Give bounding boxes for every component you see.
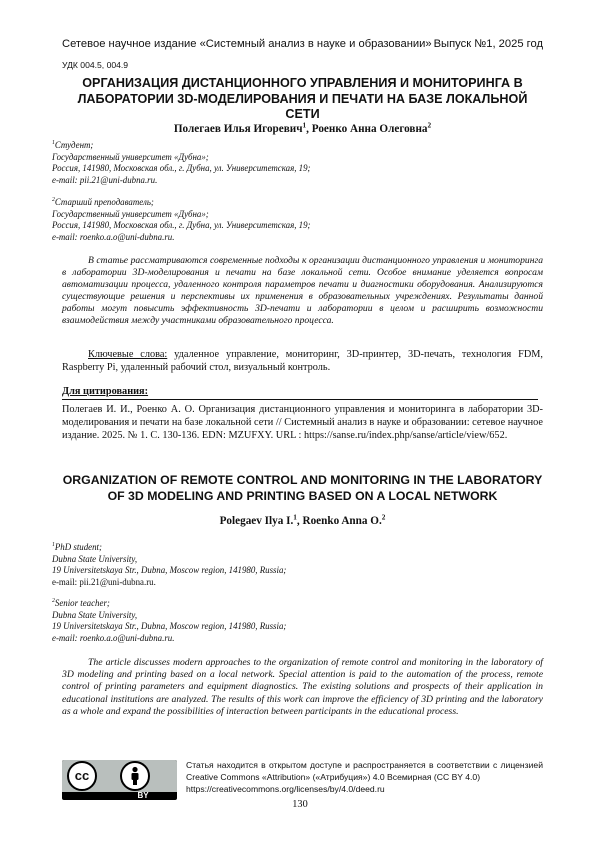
affil-en-1-sup: 1 [52, 542, 55, 548]
issue-number: Выпуск №1, 2025 год [434, 38, 543, 50]
affil-en-2-sup: 2 [52, 598, 55, 604]
keywords-list: удаленное управление, мониторинг, 3D-принтер, 3D-печать, технология FDM, Raspberry Pi, удаленный рабочий стол, визуальный контроль. [62, 349, 543, 373]
affil-ru-2-sup: 2 [52, 197, 55, 203]
authors-ru [62, 123, 543, 135]
author1-en-sup: 1 [293, 513, 297, 521]
affil-en-2-address: 19 Universitetskaya Str., Dubna, Moscow region, 141980, Russia; [52, 621, 552, 633]
affil-ru-2-address: Россия, 141980, Московская обл., г. Дубна, ул. Университетская, 19; [52, 220, 552, 232]
citation-text: Полегаев И. И., Роенко А. О. Организация дистанционного управления и мониторинга в лаборатории 3D-моделирования и печати на базе локальной сети // Системный анализ в науке и образовании: сетевое научное издание. 2025. № 1. С. 130-136. EDN: MZUFXY. URL : https://sanse.ru/index.php/sanse/article/view/652. [62, 404, 543, 442]
citation-heading: Для цитирования: [62, 386, 148, 397]
affiliation-ru-1 [52, 140, 552, 186]
affil-en-2-org: Dubna State University, [52, 610, 552, 622]
title-ru-line2: ЛАБОРАТОРИИ 3D-МОДЕЛИРОВАНИЯ И ПЕЧАТИ НА БАЗЕ ЛОКАЛЬНОЙ СЕТИ [62, 92, 543, 123]
affil-ru-2-org: Государственный университет «Дубна»; [52, 209, 552, 221]
affiliation-ru-2 [52, 197, 552, 243]
by-label: BY [120, 791, 166, 800]
author-separator-en: , [297, 515, 303, 527]
affil-ru-2-email: e-mail: roenko.a.o@uni-dubna.ru. [52, 232, 552, 244]
affil-en-2-email: e-mail: roenko.a.o@uni-dubna.ru. [52, 633, 552, 645]
author2-ru-sup: 2 [428, 121, 432, 129]
article-title-en [62, 473, 543, 504]
affil-ru-1-address: Россия, 141980, Московская обл., г. Дубна, ул. Университетская, 19; [52, 163, 552, 175]
affiliation-en-1 [52, 542, 552, 588]
attribution-person-icon [120, 761, 150, 791]
affil-en-1-email: e-mail: pii.21@uni-dubna.ru. [52, 577, 552, 589]
affil-ru-2-role: Старший преподаватель; [55, 197, 154, 207]
author2-en: Roenko Anna O. [302, 515, 381, 527]
keywords-ru [62, 349, 543, 374]
author-separator-ru: , [306, 123, 312, 135]
page-number: 130 [0, 799, 600, 810]
udk-code: УДК 004.5, 004.9 [62, 60, 128, 70]
keywords-label: Ключевые слова: [88, 349, 167, 360]
affil-en-1-org: Dubna State University, [52, 554, 552, 566]
affil-ru-1-sup: 1 [52, 140, 55, 146]
affil-ru-1-role: Студент; [55, 140, 93, 150]
title-en-line1: ORGANIZATION OF REMOTE CONTROL AND MONITORING IN THE LABORATORY [62, 473, 543, 489]
article-title-ru [62, 76, 543, 123]
authors-en [62, 515, 543, 527]
author2-ru: Роенко Анна Олеговна [312, 123, 428, 135]
author1-en: Polegaev Ilya I. [220, 515, 294, 527]
affil-en-2-role: Senior teacher; [55, 598, 110, 608]
cc-icon: cc [67, 761, 97, 791]
cc-by-license-badge[interactable] [62, 760, 177, 800]
license-url[interactable]: https://creativecommons.org/licenses/by/4.0/deed.ru [186, 784, 385, 794]
abstract-ru: В статье рассматриваются современные подходы к организации дистанционного управления и мониторинга в лаборатории 3D-моделирования и печати на базе локальной сети. Особое внимание уделяется вопросам автоматизации процесса, удаленного контроля параметров печати и диагностики оборудования. Анализируются существующие решения и перспективы их применения в образовательных учреждениях. Результаты данной работы могут повысить эффективность 3D-печати и лаборатории в целом и расширить возможности взаимодействия между участниками образовательного процесса. [62, 255, 543, 328]
affil-en-1-address: 19 Universitetskaya Str., Dubna, Moscow region, 141980, Russia; [52, 565, 552, 577]
title-en-line2: OF 3D MODELING AND PRINTING BASED ON A LOCAL NETWORK [62, 489, 543, 505]
author1-ru-sup: 1 [303, 121, 307, 129]
affil-ru-1-email: e-mail: pii.21@uni-dubna.ru. [52, 175, 552, 187]
author2-en-sup: 2 [382, 513, 386, 521]
title-ru-line1: ОРГАНИЗАЦИЯ ДИСТАНЦИОННОГО УПРАВЛЕНИЯ И МОНИТОРИНГА В [62, 76, 543, 92]
citation-divider [62, 399, 538, 400]
affiliation-en-2 [52, 598, 552, 644]
author1-ru: Полегаев Илья Игоревич [174, 123, 303, 135]
affil-en-1-role: PhD student; [55, 542, 102, 552]
affil-ru-1-org: Государственный университет «Дубна»; [52, 152, 552, 164]
license-text [186, 759, 543, 796]
license-statement: Статья находится в открытом доступе и распространяется в соответствии с лицензией Creative Commons «Attribution» («Атрибуция») 4.0 Всемирная (CC BY 4.0) [186, 760, 543, 782]
journal-name: Сетевое научное издание «Системный анализ в науке и образовании» [62, 38, 432, 50]
abstract-en: The article discusses modern approaches to the organization of remote control and monitoring in the laboratory of 3D modeling and printing based on a local network. Special attention is paid to the automation of the process, remote control of printing parameters and equipment diagnostics. The existing solutions and prospects of their application in educational institutions are analyzed. The results of this work can improve the efficiency of 3D printing and the laboratory as a whole and expand the possibilities of interaction between participants in the educational process. [62, 657, 543, 718]
